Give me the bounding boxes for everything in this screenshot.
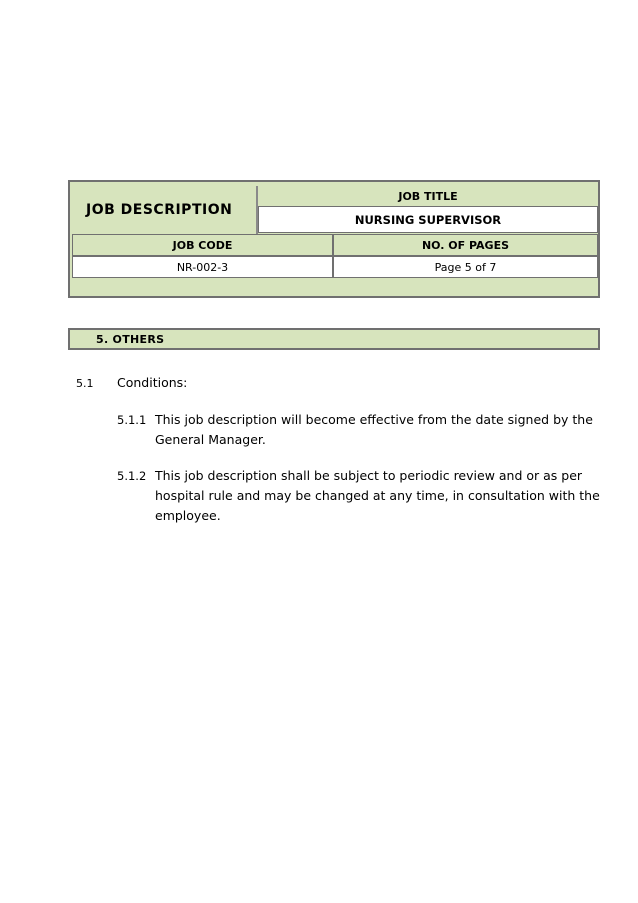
- page-count-value: Page 5 of 7: [333, 256, 598, 278]
- no-of-pages-label: NO. OF PAGES: [333, 234, 598, 256]
- job-header-table: [68, 180, 600, 298]
- job-description-heading: JOB DESCRIPTION: [72, 186, 258, 234]
- item-number: 5.1.1: [117, 413, 147, 427]
- header-blank-row: [72, 278, 598, 296]
- job-code-value: NR-002-3: [72, 256, 333, 278]
- job-title-label: JOB TITLE: [258, 186, 598, 206]
- job-title-value: NURSING SUPERVISOR: [258, 206, 598, 233]
- clause-number: 5.1: [76, 377, 94, 390]
- clause-title: Conditions:: [117, 375, 188, 390]
- item-text: This job description will become effective from the date signed by the General Manager.: [155, 412, 593, 447]
- item-number: 5.1.2: [117, 469, 147, 483]
- item-text: This job description shall be subject to periodic review and or as per hospital rule and may be changed at any time, in consultation with the employee.: [155, 468, 600, 523]
- section-heading-others: 5. OTHERS: [68, 328, 600, 350]
- job-code-label: JOB CODE: [72, 234, 333, 256]
